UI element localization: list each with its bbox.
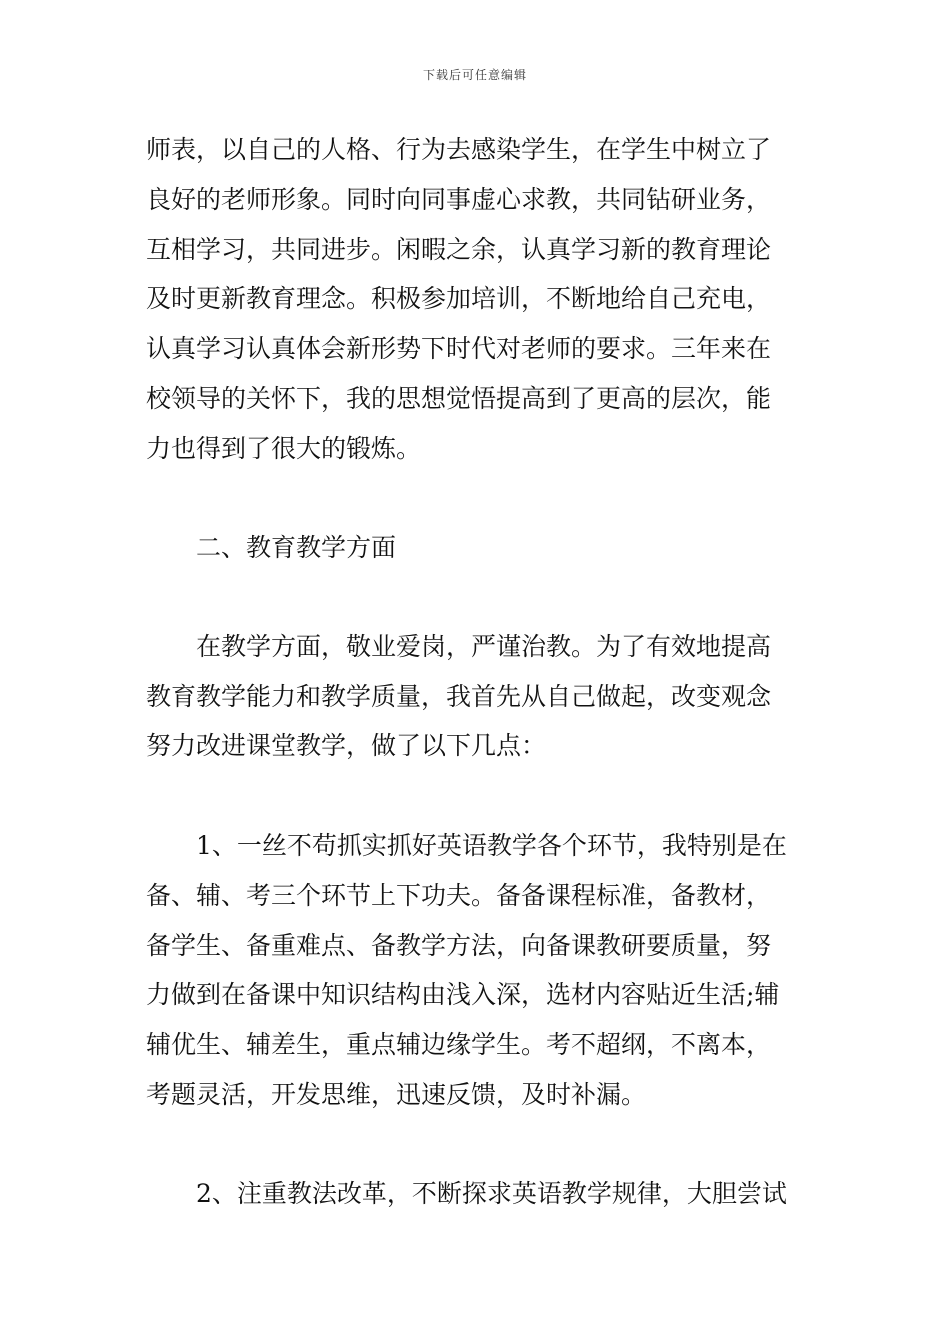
text-line: 及时更新教育理念。积极参加培训，不断地给自己充电， [146,284,772,313]
page-header-note: 下载后可任意编辑 [422,68,527,82]
text-line: 备学生、备重难点、备教学方法，向备课教研要质量，努 [146,931,772,960]
text-line: 2、注重教法改革，不断探求英语教学规律，大胆尝试 [196,1179,787,1208]
text-line: 师表，以自己的人格、行为去感染学生，在学生中树立了 [146,135,772,164]
text-line: 1、一丝不苟抓实抓好英语教学各个环节，我特别是在 [196,831,787,860]
text-line: 力也得到了很大的锻炼。 [146,434,422,463]
text-line: 良好的老师形象。同时向同事虚心求教，共同钻研业务， [146,185,772,214]
text-line: 教育教学能力和教学质量，我首先从自己做起，改变观念 [146,682,772,711]
text-line: 校领导的关怀下，我的思想觉悟提高到了更高的层次，能 [146,384,772,413]
text-line: 备、辅、考三个环节上下功夫。备备课程标准，备教材， [146,881,772,910]
text-line: 互相学习，共同进步。闲暇之余，认真学习新的教育理论 [146,235,772,264]
text-line: 努力改进课堂教学，做了以下几点： [146,731,547,760]
text-line: 力做到在备课中知识结构由浅入深，选材内容贴近生活;辅 [146,980,780,1009]
text-line: 认真学习认真体会新形势下时代对老师的要求。三年来在 [146,334,772,363]
text-line: 考题灵活，开发思维，迅速反馈，及时补漏。 [146,1080,647,1109]
text-line: 辅优生、辅差生，重点辅边缘学生。考不超纲，不离本， [146,1030,772,1059]
text-line: 在教学方面，敬业爱岗，严谨治教。为了有效地提高 [196,632,772,661]
heading-line: 二、教育教学方面 [196,533,397,562]
